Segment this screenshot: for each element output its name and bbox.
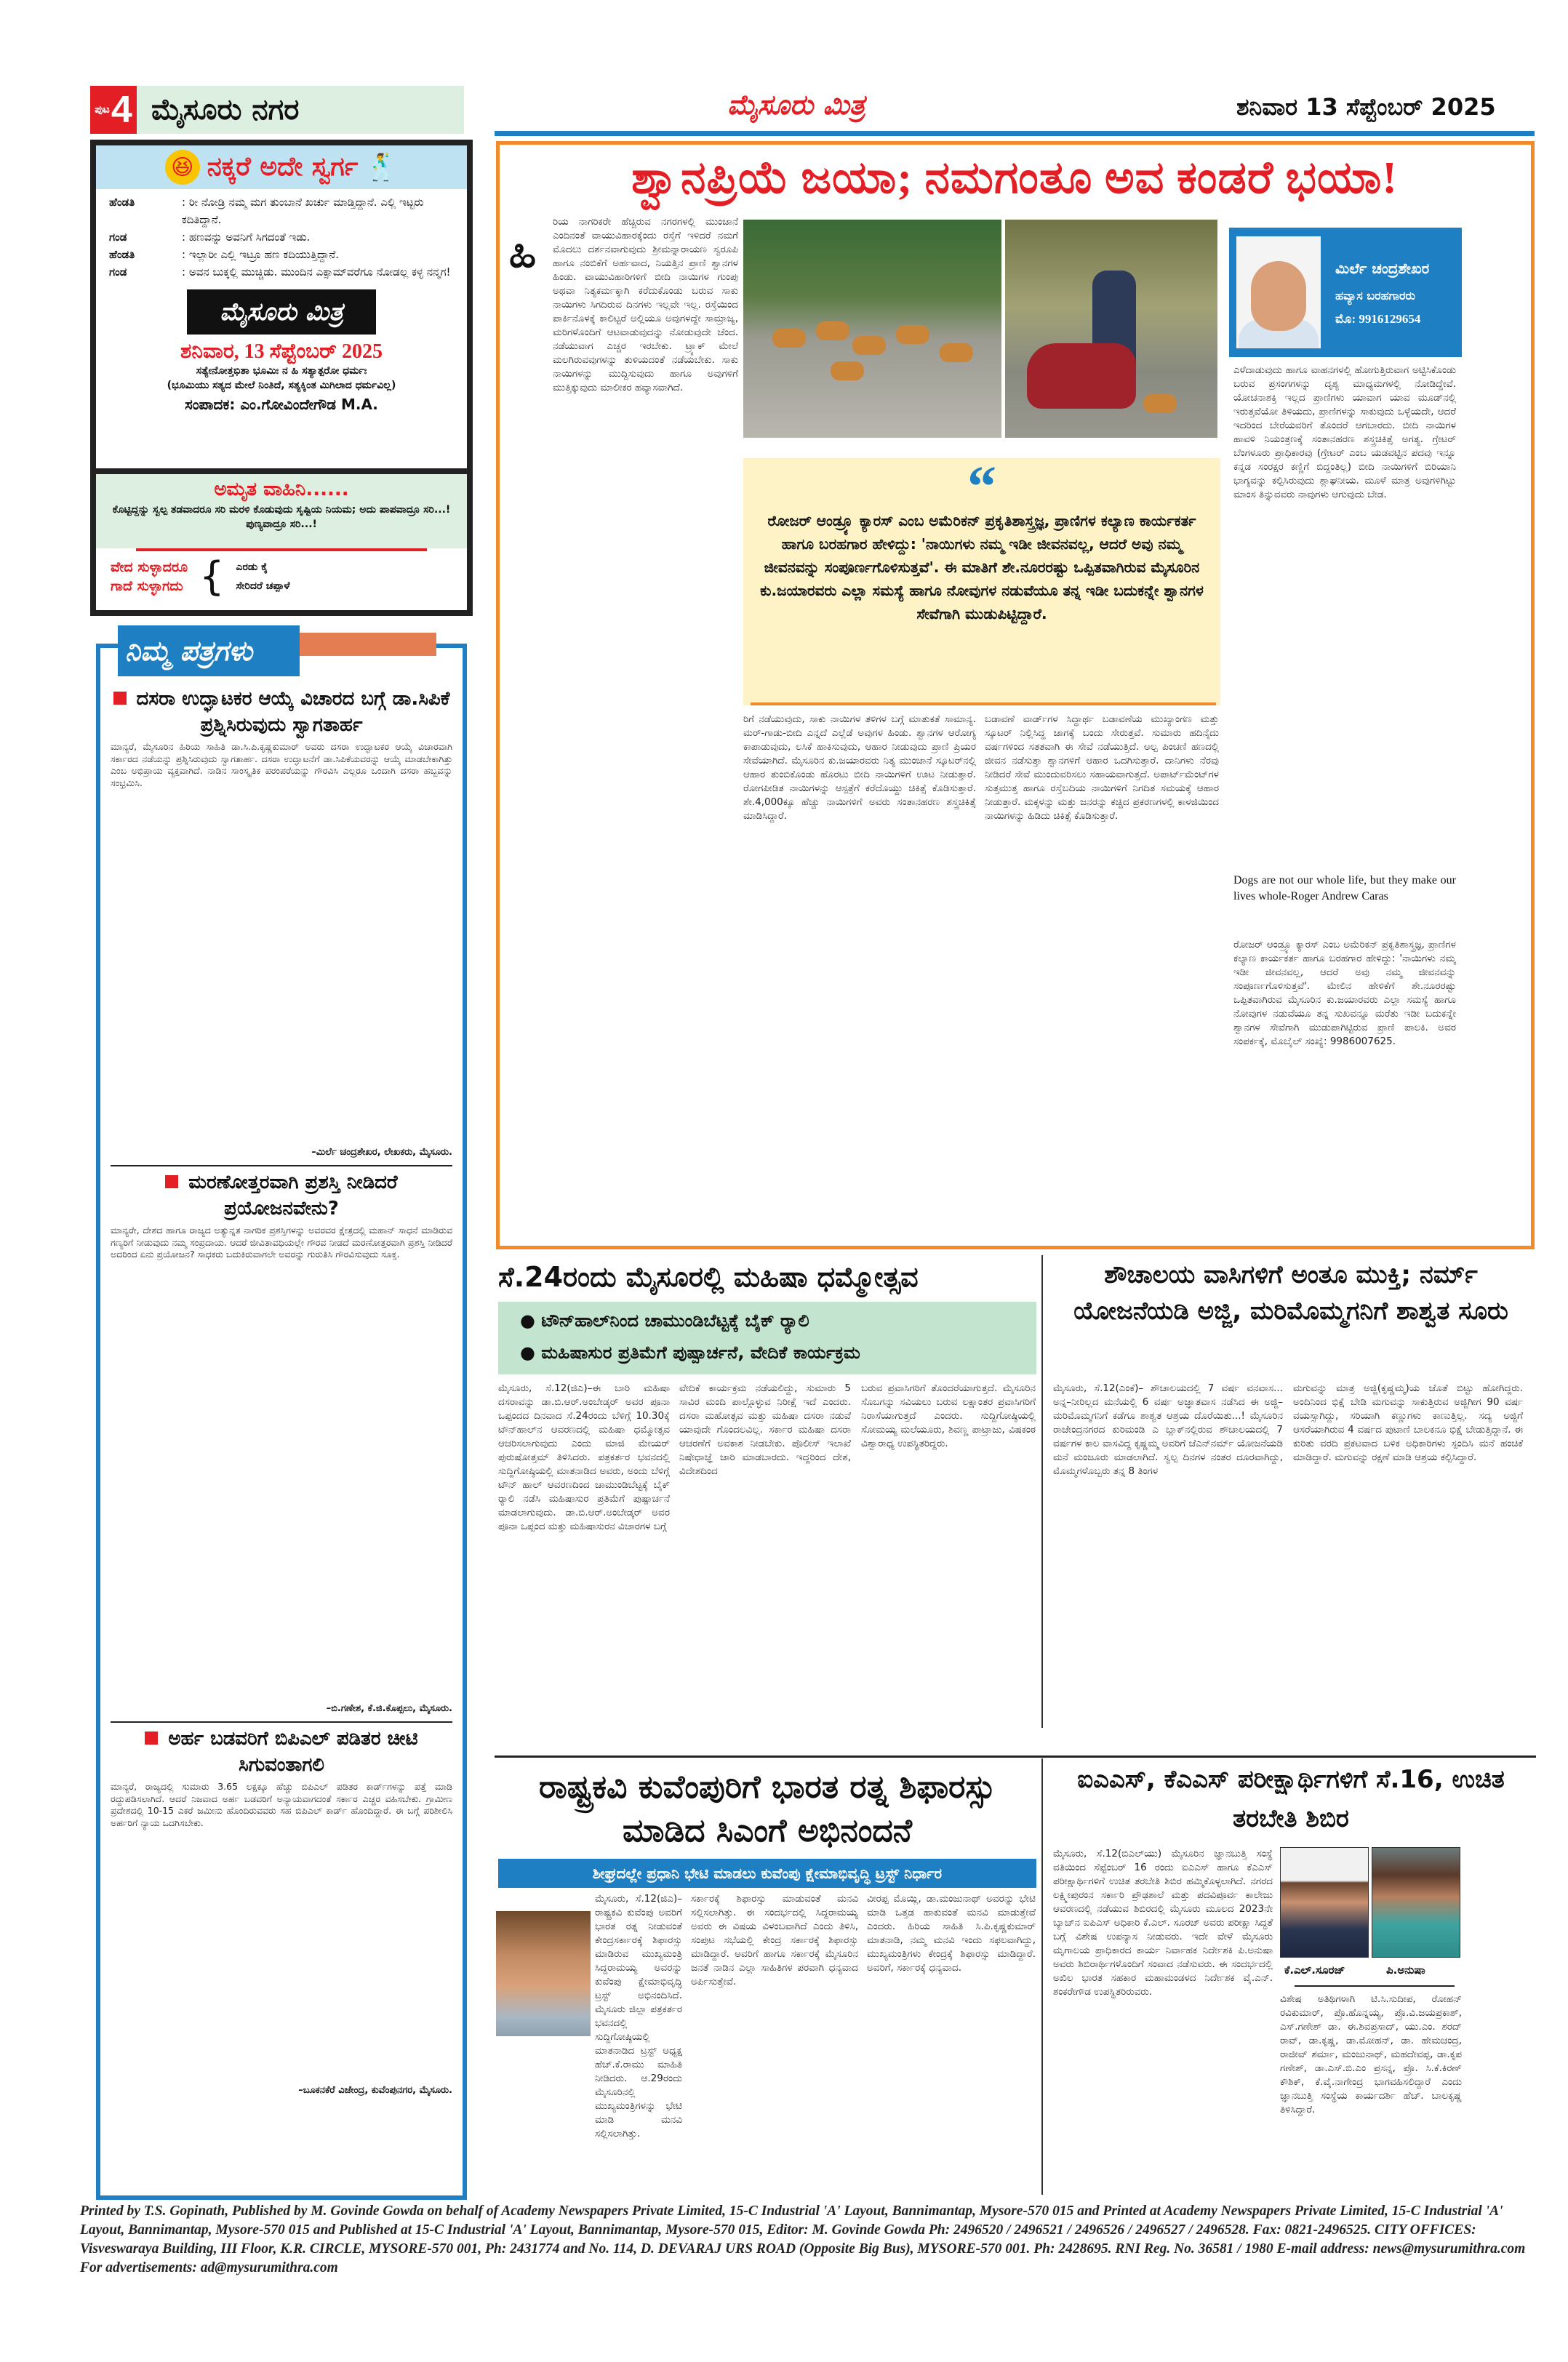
letter-signature: –ಬೂಕನಕೆರೆ ವಿಜೇಂದ್ರ, ಕುವೆಂಪುನಗರ, ಮೈಸೂರು. [298, 2085, 452, 2096]
author-role: ಹವ್ಯಾಸ ಬರಹಗಾರರು [1335, 289, 1415, 303]
dogs-on-road-photo [743, 220, 1001, 438]
kuvempu-column-2: ಸರ್ಕಾರಕ್ಕೆ ಶಿಫಾರಸ್ಸು ಮಾಡುವಂತೆ ಮನವಿ ಸಲ್ಲಿಸಲಾಗಿತ್ತು. ಈ ಸಂದರ್ಭದಲ್ಲಿ ಸಿದ್ದರಾಮಯ್ಯ ಅವರು ಈ ವಿಷಯ ವಿಳಂಬವಾಗಿದೆ ಎಂದು ತಿಳಿಸಿ, ಸಂಪುಟ ಸಭೆಯಲ್ಲಿ ಕೇಂದ್ರ ಸರ್ಕಾರಕ್ಕೆ ಶಿಫಾರಸ್ಸು ಮಾಡಿದ್ದಾರೆ. ಅವರಿಗೆ ಹಾಗೂ ಸರ್ಕಾರಕ್ಕೆ ಮೈಸೂರಿನ ಜನತೆ ನಾಡಿನ ಎಲ್ಲಾ ಸಾಹಿತಿಗಳ ಪರವಾಗಿ ಧನ್ಯವಾದ ಅರ್ಪಿಸುತ್ತೇವೆ. [691, 1893, 858, 1987]
joke-speaker: ಗಂಡ [109, 231, 127, 244]
ias-column-2: ವಿಶೇಷ ಅತಿಥಿಗಳಾಗಿ ಟಿ.ಸಿ.ಸುದೀಪ, ರೋಹನ್ ರವಿಕುಮಾರ್, ಪ್ರೊ.ಹೊನ್ನಯ್ಯ, ಪ್ರೊ.ವಿ.ಜಯಪ್ರಕಾಶ್, ಎಸ್.ಗಣೇಶ್ ಡಾ. ಈ.ಶಿವಪ್ರಸಾದ್, ಯು.ಎಂ. ಶರದ್ ರಾವ್, ಡಾ.ಕೃಷ್ಣ, ಡಾ.ಮೋಹನ್, ಡಾ. ಹೇಮಚಂದ್ರ, ರಾಜೀವ್ ಶರ್ಮಾ, ಮಂಜುನಾಥ್, ಮಹದೇವಪ್ಪ, ಡಾ.ಕೃಪ ಗಣೇಶ್, ಡಾ.ಎಸ್.ಬಿ.ಎಂ ಪ್ರಸನ್ನ, ಪ್ರೊ. ಸಿ.ಕೆ.ಕಿರಣ್ ಕೌಶಿಕ್, ಕೆ.ವೈ.ನಾಗೇಂದ್ರ ಭಾಗವಹಿಸಲಿದ್ದಾರೆ ಎಂದು ಜ್ಞಾನಬುತ್ತಿ ಸಂಸ್ಥೆಯ ಕಾರ್ಯದರ್ಶಿ ಹೆಚ್. ಬಾಲಕೃಷ್ಣ ತಿಳಿಸಿದ್ದಾರೆ. [1280, 1993, 1462, 2115]
amrutha-title: ಅಮೃತ ವಾಹಿನಿ...... [214, 479, 349, 500]
bullet-square-icon [113, 692, 127, 705]
laughing-face-icon: 😆 [165, 150, 200, 185]
joke-line [109, 193, 454, 228]
divider [111, 1165, 452, 1166]
joke-line [109, 263, 454, 281]
subhead-bullet: ● ಮಹಿಷಾಸುರ ಪ್ರತಿಮೆಗೆ ಪುಷ್ಪಾರ್ಚನೆ, ವೇದಿಕೆ ಕಾರ್ಯಕ್ರಮ [520, 1342, 860, 1363]
letters-section-title: ನಿಮ್ಮ ಪತ್ರಗಳು [118, 625, 300, 676]
joke-speaker: ಗಂಡ [109, 265, 127, 279]
column-divider [1041, 1255, 1043, 1728]
proverb-line: ಗಾದೆ ಸುಳ್ಳಾಗದು [111, 578, 183, 594]
section-divider [495, 1756, 1536, 1758]
drop-cap: ಹಿ [509, 231, 537, 276]
letter-headline: ಅರ್ಹ ಬಡವರಿಗೆ ಬಿಪಿಎಲ್ ಪಡಿತರ ಚೀಟಿ ಸಿಗುವಂತಾಗಲಿ [100, 1726, 463, 1778]
joke-text: : ರೀ ನೋಡ್ರಿ ನಮ್ಮ ಮಗ ತುಂಬಾನೆ ಖರ್ಚು ಮಾಡ್ತಿದ್ದಾನೆ. ಎಲ್ಲಿ ಇಟ್ಟರು ಕದಿತಿದ್ದಾನೆ. [182, 196, 424, 226]
proverb-line: ಸೇರಿದರೆ ಚಪ್ಪಾಳೆ [236, 580, 290, 592]
joke-line [109, 228, 454, 246]
mahisha-subheads [498, 1302, 1036, 1374]
joke-speaker: ಹೆಂಡತಿ [109, 196, 135, 209]
quote-mark-icon: “ [967, 455, 996, 519]
author-byline [1229, 228, 1462, 357]
letter-body: ಮಾನ್ಯರೆ, ರಾಜ್ಯದಲ್ಲಿ ಸುಮಾರು 3.65 ಲಕ್ಷಕ್ಕೂ ಹೆಚ್ಚು ಬಿಪಿಎಲ್ ಪಡಿತರ ಕಾರ್ಡ್‌ಗಳನ್ನು ಪತ್ತೆ ಮಾಡಿ ರದ್ದುಪಡಿಸಲಾಗಿದೆ. ಆದರೆ ನಿಜವಾದ ಅರ್ಹ ಬಡವರಿಗೆ ಅನ್ಯಾಯವಾಗದಂತೆ ಸರ್ಕಾರ ಎಚ್ಚರ ವಹಿಸಬೇಕು. ಗ್ರಾಮೀಣ ಪ್ರದೇಶದಲ್ಲಿ 10-15 ಎಕರೆ ಜಮೀನು ಹೊಂದಿರುವವರು ಸಹ ಬಿಪಿಎಲ್ ಕಾರ್ಡ್ ಹೊಂದಿದ್ದಾರೆ. ಈ ಬಗ್ಗೆ ಪರಿಶೀಲಿಸಿ ಅರ್ಹರಿಗೆ ನ್ಯಾಯ ಒದಗಿಸಬೇಕು. [111, 1781, 452, 1828]
letters-header-bar [300, 633, 436, 656]
joke-title: ನಕ್ಕರೆ ಅದೇ ಸ್ವರ್ಗ [207, 152, 359, 182]
feature-column-1: ರಿಯ ನಾಗರಿಕರೇ ಹೆಚ್ಚಿರುವ ನಗರಗಳಲ್ಲಿ ಮುಂಜಾನೆ ಎಂದಿನಂತೆ ವಾಯುವಿಹಾರಕ್ಕೆಂದು ರಸ್ತೆಗೆ ಇಳಿದರೆ ನಮಗೆ ಮೊದಲು ದರ್ಶನವಾಗುವುದು ಶ್ರೀಮನ್ನಾರಾಯಣ ಸ್ವರೂಪಿ ಹಾಗೂ ನಂಬಿಕೆಗೆ ಅರ್ಹವಾದ, ನಿಯತ್ತಿನ ಪ್ರಾಣಿ ಶ್ವಾನಗಳ ಹಿಂಡು. ವಾಯುವಿಹಾರಿಗಳಿಗೆ ಬೀದಿ ನಾಯಿಗಳ ಗುಂಪು ಅಥವಾ ನಿತ್ಯಕರ್ಮಕ್ಕಾಗಿ ಕರೆದುಕೊಂಡು ಬರುವ ಸಾಕು ನಾಯಿಗಳು ಸಿಗದಿರುವ ದಿನಗಳು ಇಲ್ಲವೇ ಇಲ್ಲ. ರಸ್ತೆಯಿಂದ ಪಾರ್ಕಿನೊಳಕ್ಕೆ ಕಾಲಿಟ್ಟರೆ ಅಲ್ಲಿಯೂ ಅವುಗಳದ್ದೇ ಸಾಮ್ರಾಜ್ಯ, ಮರಿಗಳೊಂದಿಗೆ ಆಟವಾಡುವುದನ್ನು ನೋಡುವುದೇ ಚೆಂದ. ನಡೆಯುವಾಗ ಎಚ್ಚರ ಇರಬೇಕು. ಟ್ರ್ಯಾಕ್ ಮೇಲೆ ಮಲಗಿರುವವುಗಳನ್ನು ತುಳಿಯದಂತೆ ನಡೆಯಬೇಕು. ಸಾಕು ನಾಯಿಗಳನ್ನು ಮುದ್ದಿಸುವುದು ಹಾಗೂ ಅವುಗಳಿಗೆ ಮುತ್ತಿಕ್ಕುವುದು ಮಾಲೀಕರ ಹವ್ಯಾಸವಾಗಿದೆ. [553, 216, 738, 393]
bullet-square-icon [165, 1175, 178, 1188]
joke-header [96, 145, 467, 189]
letter-signature: –ಮಿರ್ಲೆ ಚಂದ್ರಶೇಖರ, ಲೇಖಕರು, ಮೈಸೂರು. [311, 1147, 452, 1158]
column-divider [1041, 1758, 1043, 2195]
proverb-line: ವೇದ ಸುಳ್ಳಾದರೂ [111, 559, 188, 575]
letter-signature: –ಬಿ.ಗಣೇಶ, ಕೆ.ಜಿ.ಕೊಪ್ಪಲು, ಮೈಸೂರು. [326, 1703, 452, 1714]
photo-caption: ಪಿ.ಅನುಷಾ [1386, 1963, 1425, 1977]
joke-text: : ಹಣವನ್ನು ಅವನಿಗೆ ಸಿಗದಂತೆ ಇಡು. [182, 231, 311, 244]
joke-text: : ಇಲ್ಲಾರೀ ಎಲ್ಲಿ ಇಟ್ರೂ ಹಣ ಕದಿಯುತ್ತಿದ್ದಾನೆ. [182, 248, 340, 261]
page-number: 4 [111, 89, 132, 131]
printer-imprint: Printed by T.S. Gopinath, Published by M. Govinde Gowda on behalf of Academy Newspapers Private Limited, 15-C Industrial 'A' Layout, Bannimantap, Mysore-570 015 and Printed at Academy Newspapers Private Limited, 15-C Industrial 'A' Layout, Bannimantap, Mysore-570 015 and Published at 15-C Industrial 'A' Layout, Bannimantap, Mysore-570 015, Editor: M. Govinde Gowda Ph: 2496520 / 2496521 / 2496526 / 2496527 / 2496528. Fax: 0821-2496525. CITY OFFICES: Visveswaraya Building, III Floor, K.R. CIRCLE, MYSORE-570 001, Ph: 2431774 and No. 114, D. DEVARAJ URS ROAD (Opposite Big Bus), MYSORE-570 001. Ph: 2428695. RNI Reg. No. 36581 / 1980 E-mail address: news@mysurumithra.com For advertisements: ad@mysurumithra.com [80, 2203, 1526, 2275]
kuvempu-portrait [496, 1911, 591, 2036]
english-quote: Dogs are not our whole life, but they make our lives whole-Roger Andrew Caras [1233, 874, 1456, 902]
suraj-photo [1280, 1847, 1369, 1958]
joke-dialogue [96, 189, 467, 285]
kuvempu-headline: ರಾಷ್ಟ್ರಕವಿ ಕುವೆಂಪುರಿಗೆ ಭಾರತ ರತ್ನ ಶಿಫಾರಸ್ಸು ಮಾಡಿದ ಸಿಎಂಗೆ ಅಭಿನಂದನೆ [539, 1769, 996, 1849]
mahisha-headline: ಸೆ.24ರಂದು ಮೈಸೂರಲ್ಲಿ ಮಹಿಷಾ ಧಮ್ಮೋತ್ಸವ [498, 1261, 919, 1293]
motto-sanskrit: ಸತ್ಯೇನೋತ್ತಭಿತಾ ಭೂಮಿಃ ನ ಹಿ ಸತ್ಯಾತ್ಪರೋ ಧರ್ಮಃ [196, 365, 367, 377]
letter-body: ಮಾನ್ಯರೇ, ದೇಶದ ಹಾಗೂ ರಾಜ್ಯದ ಅತ್ಯುನ್ನತ ನಾಗರಿಕ ಪ್ರಶಸ್ತಿಗಳನ್ನು ಅವರವರ ಕ್ಷೇತ್ರದಲ್ಲಿ ಮಹಾನ್ ಸಾಧನೆ ಮಾಡಿರುವ ಗಣ್ಯರಿಗೆ ನೀಡುವುದು ನಮ್ಮ ಸಂಪ್ರದಾಯ. ಆದರೆ ಜೀವಿತಾವಧಿಯಲ್ಲೇ ಗೌರವ ನೀಡದೆ ಮರಣೋತ್ತರವಾಗಿ ಪ್ರಶಸ್ತಿ ನೀಡಿದರೆ ಅದರಿಂದ ಏನು ಪ್ರಯೋಜನ? ಸಾಧಕರು ಬದುಕಿರುವಾಗಲೇ ಅವರನ್ನು ಗುರುತಿಸಿ ಗೌರವಿಸುವುದು ಸೂಕ್ತ. [111, 1225, 452, 1260]
motto-kannada: (ಭೂಮಿಯು ಸತ್ಯದ ಮೇಲೆ ನಿಂತಿದೆ, ಸತ್ಯಕ್ಕಿಂತ ಮಿಗಿಲಾದ ಧರ್ಮವಿಲ್ಲ) [167, 380, 396, 391]
toilet-headline: ಶೌಚಾಲಯ ವಾಸಿಗಳಿಗೆ ಅಂತೂ ಮುಕ್ತಿ; ನರ್ಮ್ ಯೋಜನೆಯಡಿ ಅಜ್ಜಿ, ಮರಿಮೊಮ್ಮಗನಿಗೆ ಶಾಶ್ವತ ಸೂರು [1073, 1260, 1508, 1326]
mahisha-column-2: ವೇದಿಕೆ ಕಾರ್ಯಕ್ರಮ ನಡೆಯಲಿದ್ದು, ಸುಮಾರು 5 ಸಾವಿರ ಮಂದಿ ಪಾಲ್ಗೊಳ್ಳುವ ನಿರೀಕ್ಷೆ ಇದೆ ಎಂದರು. ದಸರಾ ಮಹೋತ್ಸವ ಮತ್ತು ಮಹಿಷಾ ದಸರಾ ನಡುವೆ ಯಾವುದೇ ಗೊಂದಲವಿಲ್ಲ. ಸರ್ಕಾರ ಮಹಿಷಾ ದಸರಾ ಆಚರಣೆಗೆ ಅವಕಾಶ ನೀಡಬೇಕು. ಪೊಲೀಸ್ ಇಲಾಖೆ ನಿಷೇಧಾಜ್ಞೆ ಜಾರಿ ಮಾಡಬಾರದು. ಇದ್ದರಿಂದ ದೇಶ, ವಿದೇಶದಿಂದ [679, 1382, 851, 1477]
page-number-badge [90, 86, 137, 134]
feature-column-3: ಬಡಾವಣೆ ವಾರ್ಡ್‌ಗಳ ಸಿದ್ಧಾರ್ಥ ಬಡಾವಣೆಯ ಮುಖ್ಯಾಂಗಣ ಮತ್ತು ಸ್ಕೂಟರ್ ನಿಲ್ಲಿಸಿದ್ದ ಜಾಗಕ್ಕೆ ಬಂದು ಸೇರುತ್ತವೆ. ಸುಮಾರು ಹದಿನೈದು ವರ್ಷಗಳಿಂದ ಸತತವಾಗಿ ಈ ಸೇವೆ ನಡೆಯುತ್ತಿದೆ. ಅಲ್ಪ ಪಿಂಚಣಿ ಹಣದಲ್ಲಿ ಜೀವನ ನಡೆಸುತ್ತಾ ಶ್ವಾನಗಳಿಗೆ ಆಹಾರ ಒದಗಿಸುತ್ತಾರೆ. ದಾನಿಗಳು ನೆರವು ನೀಡಿದರೆ ಸೇವೆ ಮುಂದುವರಿಸಲು ಸಹಾಯವಾಗುತ್ತದೆ. ಅಪಾರ್ಟ್‌ಮೆಂಟ್‌ಗಳ ಸುತ್ತಮುತ್ತ ಹಾಗೂ ರಸ್ತೆಬದಿಯ ನಾಯಿಗಳಿಗೆ ನಿಗದಿತ ಸಮಯಕ್ಕೆ ಆಹಾರ ನೀಡುತ್ತಾರೆ. ಮಕ್ಕಳನ್ನು ಮತ್ತು ಜನರನ್ನು ಕಚ್ಚಿದ ಪ್ರಕರಣಗಳಲ್ಲಿ ಕಾಳಜಿಯಿಂದ ನಾಯಿಗಳನ್ನು ಹಿಡಿದು ಚಿಕಿತ್ಸೆ ಕೊಡಿಸುತ್ತಾರೆ. [985, 713, 1219, 822]
toilet-column-1: ಮೈಸೂರು, ಸೆ.12(ಎಂಕೆ)– ಶೌಚಾಲಯದಲ್ಲಿ 7 ವರ್ಷ ವನವಾಸ... ಅನ್ನ–ನೀರಿಲ್ಲದ ಮನೆಯಲ್ಲಿ 6 ವರ್ಷ ಅಜ್ಞಾತವಾಸ ನಡೆಸಿದ ಈ ಅಜ್ಜಿ–ಮರಿಮೊಮ್ಮಗನಿಗೆ ಕಡೆಗೂ ಶಾಶ್ವತ ಆಶ್ರಯ ದೊರೆಯಿತು...! ಮೈಸೂರಿನ ರಾಜೇಂದ್ರನಗರದ ಕುರಿಮಂಡಿ ಎ ಬ್ಲಾಕ್‌ನಲ್ಲಿರುವ ಶೌಚಾಲಯದಲ್ಲಿ 7 ವರ್ಷಗಳ ಕಾಲ ವಾಸವಿದ್ದ ಕೃಷ್ಣಮ್ಮ ಅವರಿಗೆ ಜೆಎನ್‌ನರ್ಮ್ ಯೋಜನೆಯಡಿ ಮನೆ ಮಂಜೂರು ಮಾಡಲಾಗಿದೆ. ಸ್ವಲ್ಪ ದಿನಗಳ ನಂತರ ದೂರವಾಗಿದ್ದು, ಮೊಮ್ಮಗಳೊಬ್ಬರು ತನ್ನ 8 ತಿಂಗಳ [1053, 1382, 1283, 1477]
issue-date: ಶನಿವಾರ 13 ಸೆಪ್ಟೆಂಬರ್ 2025 [1236, 93, 1496, 121]
bullet-square-icon [145, 1732, 158, 1745]
publication-date: ಶನಿವಾರ, 13 ಸೆಪ್ಟೆಂಬರ್ 2025 [180, 340, 383, 363]
letter-headline: ದಸರಾ ಉದ್ಘಾಟಕರ ಆಯ್ಕೆ ವಿಚಾರದ ಬಗ್ಗೆ ಡಾ.ಸಿಪಿಕೆ ಪ್ರಶ್ನಿಸಿರುವುದು ಸ್ವಾಗತಾರ್ಹ [100, 686, 463, 738]
letter-body: ಮಾನ್ಯರೆ, ಮೈಸೂರಿನ ಹಿರಿಯ ಸಾಹಿತಿ ಡಾ.ಸಿ.ಪಿ.ಕೃಷ್ಣಕುಮಾರ್ ಅವರು ದಸರಾ ಉದ್ಘಾಟಕರ ಆಯ್ಕೆ ವಿಚಾರವಾಗಿ ಸರ್ಕಾರದ ನಡೆಯನ್ನು ಪ್ರಶ್ನಿಸಿರುವುದು ಸ್ವಾಗತಾರ್ಹ. ದಸರಾ ಉದ್ಘಾಟನೆಗೆ ಡಾ.ಸಿಪಿಕೆಯವರನ್ನು ಆಯ್ಕೆ ಮಾಡಬೇಕಾಗಿತ್ತು ಎಂಬ ಅಭಿಪ್ರಾಯ ವ್ಯಕ್ತವಾಗಿದೆ. ನಾಡಿನ ಸಾಂಸ್ಕೃತಿಕ ಪರಂಪರೆಯನ್ನು ಗೌರವಿಸಿ ಎಲ್ಲರೂ ಒಂದಾಗಿ ದಸರಾ ಹಬ್ಬವನ್ನು ಸಂಭ್ರಮಿಸಿ. [111, 741, 452, 788]
feature-column-4: ಎಳೆದಾಡುವುದು ಹಾಗೂ ವಾಹನಗಳಲ್ಲಿ ಹೋಗುತ್ತಿರುವಾಗ ಅಟ್ಟಿಸಿಕೊಂಡು ಬರುವ ಪ್ರಸಂಗಗಳನ್ನು ದೃಶ್ಯ ಮಾಧ್ಯಮಗಳಲ್ಲಿ ನೋಡಿದ್ದೇವೆ. ಯೋಚನಾಶಕ್ತಿ ಇಲ್ಲದ ಪ್ರಾಣಿಗಳು ಯಾವಾಗ ಯಾವ ಮೂಡ್‌ನಲ್ಲಿ ಇರುತ್ತವೆಯೋ ತಿಳಿಯದು, ಪ್ರಾಣಿಗಳನ್ನು ಸಾಕುವುದು ಒಳ್ಳೆಯದೇ, ಆದರೆ ಇದರಿಂದ ಬೇರೆಯವರಿಗೆ ತೊಂದರೆ ಆಗಬಾರದು. ಬೀದಿ ನಾಯಿಗಳ ಹಾವಳಿ ನಿಯಂತ್ರಣಕ್ಕೆ ಸಂತಾನಹರಣ ಶಸ್ತ್ರಚಿಕಿತ್ಸೆ ಅಗತ್ಯ. ಗ್ರೇಟರ್ ಬೆಂಗಳೂರು ಪ್ರಾಧಿಕಾರವು (ಗ್ರೇಟರ್ ಎಂಬ ಯಡವಟ್ಟಿನ ಪದವು ಇನ್ನೂ ಕನ್ನಡ ಸಂರಕ್ಷರ ಕಣ್ಣಿಗೆ ಬಿದ್ದಂತಿಲ್ಲ) ಬೀದಿ ನಾಯಿಗಳಿಗೆ ಬಿರಿಯಾನಿ ಭಾಗ್ಯವನ್ನು ಕಲ್ಪಿಸಿರುವುದು ಶ್ಲಾಘನೀಯ. ಮೂಳೆ ಮಾತ್ರ ಅವುಗಳಿಗಿಟ್ಟು ಮಾಂಸ ತಿನ್ನುವವರು ನಾವುಗಳು ಆಗುವುದು ಬೇಡ. [1233, 364, 1456, 500]
author-phone: ಮೊ: 9916129654 [1335, 312, 1421, 326]
mahisha-column-1: ಮೈಸೂರು, ಸೆ.12(ಜಿಎ)–ಈ ಬಾರಿ ಮಹಿಷಾ ದಸರಾವನ್ನು ಡಾ.ಬಿ.ಆರ್.ಅಂಬೇಡ್ಕರ್ ಅವರ ಪೂನಾ ಒಪ್ಪಂದದ ದಿನವಾದ ಸೆ.24ರಂದು ಬೆಳಿಗ್ಗೆ 10.30ಕ್ಕೆ ಟೌನ್‌ಹಾಲ್‌ನ ಆವರಣದಲ್ಲಿ ಮಹಿಷಾ ಧಮ್ಮೋತ್ಸವ ಆಚರಿಸಲಾಗುವುದು ಎಂದು ಮಾಜಿ ಮೇಯರ್ ಪುರುಷೋತ್ತಮ್ ತಿಳಿಸಿದರು. ಪತ್ರಕರ್ತರ ಭವನದಲ್ಲಿ ಸುದ್ದಿಗೋಷ್ಠಿಯಲ್ಲಿ ಮಾತನಾಡಿದ ಅವರು, ಅಂದು ಬೆಳಿಗ್ಗೆ ಟೌನ್ ಹಾಲ್ ಆವರಣದಿಂದ ಚಾಮುಂಡಿಬೆಟ್ಟಕ್ಕೆ ಬೈಕ್ ರ್‍ಯಾಲಿ ನಡೆಸಿ ಮಹಿಷಾಸುರ ಪ್ರತಿಮೆಗೆ ಪುಷ್ಪಾರ್ಚನೆ ಮಾಡಲಾಗುವುದು. ಡಾ.ಬಿ.ಆರ್.ಅಂಬೇಡ್ಕರ್ ಅವರ ಪೂನಾ ಒಪ್ಪಂದ ಮತ್ತು ಮಹಿಷಾಸುರನ ವಿಚಾರಗಳ ಬಗ್ಗೆ [498, 1382, 670, 1532]
section-title: ಮೈಸೂರು ನಗರ [137, 86, 464, 134]
kuvempu-column-1: ಮೈಸೂರು, ಸೆ.12(ಜಿಎ)–ರಾಷ್ಟ್ರಕವಿ ಕುವೆಂಪು ಅವರಿಗೆ ಭಾರತ ರತ್ನ ನೀಡುವಂತೆ ಕೇಂದ್ರಸರ್ಕಾರಕ್ಕೆ ಶಿಫಾರಸ್ಸು ಮಾಡಿರುವ ಮುಖ್ಯಮಂತ್ರಿ ಸಿದ್ದರಾಮಯ್ಯ ಅವರನ್ನು ಕುವೆಂಪು ಕ್ಷೇಮಾಭಿವೃದ್ಧಿ ಟ್ರಸ್ಟ್ ಅಭಿನಂದಿಸಿದೆ. ಮೈಸೂರು ಜಿಲ್ಲಾ ಪತ್ರಕರ್ತರ ಭವನದಲ್ಲಿ ಸುದ್ದಿಗೋಷ್ಠಿಯಲ್ಲಿ ಮಾತನಾಡಿದ ಟ್ರಸ್ಟ್ ಅಧ್ಯಕ್ಷ ಹೆಚ್.ಕೆ.ರಾಮು ಮಾಹಿತಿ ನೀಡಿದರು. ಆ.29ರಂದು ಮೈಸೂರಿನಲ್ಲಿ ಮುಖ್ಯಮಂತ್ರಿಗಳನ್ನು ಭೇಟಿ ಮಾಡಿ ಮನವಿ ಸಲ್ಲಿಸಲಾಗಿತ್ತು. [595, 1893, 682, 2139]
proverb-line: ಎರಡು ಕೈ [236, 561, 268, 573]
subhead-bullet: ● ಟೌನ್‌ಹಾಲ್‌ನಿಂದ ಚಾಮುಂಡಿಬೆಟ್ಟಕ್ಕೆ ಬೈಕ್ ರ್‍ಯಾಲಿ [520, 1310, 809, 1331]
joke-box [90, 140, 473, 474]
page-label: ಪುಟ [95, 104, 110, 116]
kuvempu-subhead: ಶೀಘ್ರದಲ್ಲೇ ಪ್ರಧಾನಿ ಭೇಟಿ ಮಾಡಲು ಕುವೆಂಪು ಕ್ಷೇಮಾಭಿವೃದ್ಧಿ ಟ್ರಸ್ಟ್ ನಿರ್ಧಾರ [498, 1859, 1036, 1888]
kuvempu-column-3: ವೀರಪ್ಪ ಮೊಯ್ಲಿ, ಡಾ.ಮಂಜುನಾಥ್ ಅವರನ್ನು ಭೇಟಿ ಮಾಡಿ ಒತ್ತಡ ಹಾಕುವಂತೆ ಮನವಿ ಮಾಡುತ್ತೇವೆ ಎಂದರು. ಹಿರಿಯ ಸಾಹಿತಿ ಸಿ.ಪಿ.ಕೃಷ್ಣಕುಮಾರ್ ಮಾತನಾಡಿ, ನಮ್ಮ ಮನವಿ ಇಂದು ಸಫಲವಾಗಿದ್ದು, ಮುಖ್ಯಮಂತ್ರಿಗಳು ಕೇಂದ್ರಕ್ಕೆ ಶಿಫಾರಸ್ಸು ಮಾಡಿದ್ದಾರೆ. ಅವರಿಗೆ, ಸರ್ಕಾರಕ್ಕೆ ಧನ್ಯವಾದ. [867, 1893, 1036, 1974]
amrutha-vahini-box [90, 474, 473, 616]
amrutha-text: ಕೊಟ್ಟಿದ್ದನ್ನು ಸ್ವಲ್ಪ ತಡವಾದರೂ ಸರಿ ಮರಳಿ ಕೊಡುವುದು ಸೃಷ್ಟಿಯ ನಿಯಮ; ಅದು ಪಾಪವಾದ್ರೂ ಸರಿ...! ಪುಣ್ಯವಾದ್ರೂ ಸರಿ...! [112, 504, 451, 530]
divider [751, 702, 1216, 705]
joke-line [109, 246, 454, 263]
feature-headline: ಶ್ವಾನಪ್ರಿಯೆ ಜಯಾ; ನಮಗಂತೂ ಅವ ಕಂಡರೆ ಭಯಾ! [631, 153, 1398, 203]
letters-section [96, 644, 467, 2200]
woman-feeding-dogs-photo [1005, 220, 1217, 438]
divider [1295, 1985, 1455, 1987]
masthead-rule [495, 131, 1535, 136]
feature-column-2: ರಿಗೆ ನಡೆಯುವುದು, ಸಾಕು ನಾಯಿಗಳ ತಳಿಗಳ ಬಗ್ಗೆ ಮಾತುಕತೆ ಸಾಮಾನ್ಯ. ಮರ್-ಗಾಡು-ಬೀದಿ ಎನ್ನದೆ ಎಲ್ಲೆಡೆ ಅವುಗಳ ಹಿಂಡು. ಶ್ವಾನಗಳ ಆರೋಗ್ಯ ಕಾಪಾಡುವುದು, ಲಸಿಕೆ ಹಾಕಿಸುವುದು, ಆಹಾರ ನೀಡುವುದು ಪ್ರಾಣಿ ಪ್ರಿಯರ ಸೇವೆಯಾಗಿದೆ. ಮೈಸೂರಿನ ಕು.ಜಯಾರವರು ನಿತ್ಯ ಮುಂಜಾನೆ ಸ್ಕೂಟರ್‌ನಲ್ಲಿ ಆಹಾರ ತುಂಬಿಕೊಂಡು ಹೊರಟು ಬೀದಿ ನಾಯಿಗಳಿಗೆ ಊಟ ನೀಡುತ್ತಾರೆ. ರೋಗಪೀಡಿತ ನಾಯಿಗಳನ್ನು ಆಸ್ಪತ್ರೆಗೆ ಕರೆದೊಯ್ದು ಚಿಕಿತ್ಸೆ ಕೊಡಿಸುತ್ತಾರೆ. ಶೇ.4,000ಕ್ಕೂ ಹೆಚ್ಚು ನಾಯಿಗಳಿಗೆ ಅವರು ಸಂತಾನಹರಣ ಶಸ್ತ್ರಚಿಕಿತ್ಸೆ ಮಾಡಿಸಿದ್ದಾರೆ. [743, 713, 976, 822]
author-photo [1236, 236, 1321, 348]
joke-speaker: ಹೆಂಡತಿ [109, 248, 135, 261]
pull-quote [743, 455, 1220, 705]
pull-quote-text: ರೋಜರ್ ಆಂಡ್ರ್ಯೂ ಕ್ಯಾರಸ್ ಎಂಬ ಅಮೆರಿಕನ್ ಪ್ರಕೃತಿಶಾಸ್ತ್ರಜ್ಞ, ಪ್ರಾಣಿಗಳ ಕಲ್ಯಾಣ ಕಾರ್ಯಕರ್ತ ಹಾಗೂ ಬರಹಗಾರ ಹೇಳಿದ್ದು: 'ನಾಯಿಗಳು ನಮ್ಮ ಇಡೀ ಜೀವನವಲ್ಲ, ಆದರೆ ಅವು ನಮ್ಮ ಜೀವನವನ್ನು ಸಂಪೂರ್ಣಗೊಳಿಸುತ್ತವೆ'. ಈ ಮಾತಿಗೆ ಶೇ.ನೂರರಷ್ಟು ಒಪ್ಪಿತವಾಗಿರುವ ಮೈಸೂರಿನ ಕು.ಜಯಾರವರು ಎಲ್ಲಾ ಸಮಸ್ಯೆ ಹಾಗೂ ನೋವುಗಳ ನಡುವೆಯೂ ತನ್ನ ಇಡೀ ಬದುಕನ್ನೇ ಶ್ವಾನಗಳ ಸೇವೆಗಾಗಿ ಮುಡುಪಿಟ್ಟಿದ್ದಾರೆ. [760, 512, 1204, 622]
brace-icon: { [199, 553, 225, 599]
ias-headline: ಐಎಎಸ್, ಕೆಎಎಸ್ ಪರೀಕ್ಷಾರ್ಥಿಗಳಿಗೆ ಸೆ.16, ಉಚಿತ ತರಬೇತಿ ಶಿಬಿರ [1077, 1765, 1505, 1833]
author-name: ಮಿರ್ಲೆ ಚಂದ್ರಶೇಖರ [1335, 260, 1430, 277]
feature-column-4b: ರೋಜರ್ ಆಂಡ್ರ್ಯೂ ಕ್ಯಾರಸ್ ಎಂಬ ಅಮೆರಿಕನ್ ಪ್ರಕೃತಿಶಾಸ್ತ್ರಜ್ಞ, ಪ್ರಾಣಿಗಳ ಕಲ್ಯಾಣ ಕಾರ್ಯಕರ್ತ ಹಾಗೂ ಬರಹಗಾರ ಹೇಳಿದ್ದು: 'ನಾಯಿಗಳು ನಮ್ಮ ಇಡೀ ಜೀವನವಲ್ಲ, ಆದರೆ ಅವು ನಮ್ಮ ಜೀವನವನ್ನು ಸಂಪೂರ್ಣಗೊಳಿಸುತ್ತವೆ'. ಮೇಲಿನ ಹೇಳಿಕೆಗೆ ಶೇ.ನೂರರಷ್ಟು ಒಪ್ಪಿತವಾಗಿರುವ ಮೈಸೂರಿನ ಕು.ಜಯಾರವರು ಎಲ್ಲಾ ಸಮಸ್ಯೆ ಹಾಗೂ ನೋವುಗಳ ನಡುವೆಯೂ ತನ್ನ ಸುಖವನ್ನೂ ಮರೆತು ಇಡೀ ಬದುಕನ್ನೇ ಶ್ವಾನಗಳ ಸೇವೆಗಾಗಿ ಮುಡುಪಾಗಿಟ್ಟಿರುವ ಪ್ರಾಣಿ ಪಾಲಕಿ. ಅವರ ಸಂಪರ್ಕಕ್ಕೆ, ಮೊಬೈಲ್ ಸಂಖ್ಯೆ: 9986007625. [1233, 939, 1456, 1047]
toilet-column-2: ಮಗುವನ್ನು ಮಾತ್ರ ಅಜ್ಜಿ(ಕೃಷ್ಣಮ್ಮ)ಯ ಜೊತೆ ಬಿಟ್ಟು ಹೋಗಿದ್ದರು. ಅಂದಿನಿಂದ ಭಿಕ್ಷೆ ಬೇಡಿ ಮಗುವನ್ನು ಸಾಕುತ್ತಿರುವ ಅಜ್ಜಿಗೀಗ 90 ವರ್ಷ ವಯಸ್ಸಾಗಿದ್ದು, ಸರಿಯಾಗಿ ಕಣ್ಣುಗಳು ಕಾಣುತ್ತಿಲ್ಲ. ಸದ್ಯ ಅಜ್ಜಿಗೆ ಆಸರೆಯಾಗಿರುವ 4 ವರ್ಷದ ಪುಟಾಣಿ ಬಾಲಕನೂ ಭಿಕ್ಷೆ ಬೇಡುತ್ತಿದ್ದಾನೆ. ಈ ಕುರಿತು ವರದಿ ಪ್ರಕಟವಾದ ಬಳಿಕ ಅಧಿಕಾರಿಗಳು ಸ್ಪಂದಿಸಿ ಮನೆ ಹಂಚಿಕೆ ಮಾಡಿದ್ದಾರೆ. ಮಗುವನ್ನು ರಕ್ಷಣೆ ಮಾಡಿ ಆಶ್ರಯ ಕಲ್ಪಿಸಿದ್ದಾರೆ. [1293, 1382, 1523, 1463]
publication-logo: ಮೈಸೂರು ಮಿತ್ರ [187, 289, 376, 335]
divider [111, 1721, 452, 1723]
ias-column-1: ಮೈಸೂರು, ಸೆ.12(ಬಿಎಲ್‌ಯು) ಮೈಸೂರಿನ ಜ್ಞಾನಬುತ್ತಿ ಸಂಸ್ಥೆ ವತಿಯಿಂದ ಸೆಪ್ಟೆಂಬರ್ 16 ರಂದು ಐಎಎಸ್ ಹಾಗೂ ಕೆಎಎಸ್ ಪರೀಕ್ಷಾರ್ಥಿಗಳಿಗೆ ಉಚಿತ ತರಬೇತಿ ಶಿಬಿರ ಹಮ್ಮಿಕೊಳ್ಳಲಾಗಿದೆ. ನಗರದ ಲಕ್ಷ್ಮೀಪುರಂನ ಸರ್ಕಾರಿ ಪ್ರೌಢಶಾಲೆ ಮತ್ತು ಪದವಿಪೂರ್ವ ಕಾಲೇಜು ಆವರಣದಲ್ಲಿ ನಡೆಯುವ ಶಿಬಿರದಲ್ಲಿ ಮೈಸೂರು ಮೂಲದ 2023ನೇ ಬ್ಯಾಚ್‌ನ ಐಪಿಎಸ್ ಅಧಿಕಾರಿ ಕೆ.ಎಲ್. ಸೂರಜ್ ಅವರು ಪರೀಕ್ಷಾ ಸಿದ್ಧತೆ ಬಗ್ಗೆ ವಿಶೇಷ ಉಪನ್ಯಾಸ ನೀಡುವರು. ಇದೇ ವೇಳೆ ಮೈಸೂರು ಮೃಗಾಲಯ ಪ್ರಾಧಿಕಾರದ ಕಾರ್ಯ ನಿರ್ವಾಹಕ ನಿರ್ದೇಶಕಿ ಪಿ.ಅನುಷಾ ಅವರು ಶಿಬಿರಾರ್ಥಿಗಳೊಂದಿಗೆ ಸಂವಾದ ನಡೆಸುವರು. ಈ ಸಂದರ್ಭದಲ್ಲಿ ಅಖಿಲ ಭಾರತ ಸಹಕಾರ ಮಹಾಮಂಡಳದ ನಿರ್ದೇಶಕ ವೈ.ಎನ್. ಶಂಕರೇಗೌಡ ಉಪಸ್ಥಿತರಿರುವರು. [1053, 1848, 1273, 1998]
photo-caption: ಕೆ.ಎಲ್.ಸೂರಜ್ [1284, 1963, 1345, 1977]
editor-credit: ಸಂಪಾದಕ: ಎಂ.ಗೋವಿಂದೇಗೌಡ M.A. [185, 396, 378, 413]
letter-headline: ಮರಣೋತ್ತರವಾಗಿ ಪ್ರಶಸ್ತಿ ನೀಡಿದರೆ ಪ್ರಯೋಜನವೇನು? [100, 1169, 463, 1222]
proverb-block [96, 551, 467, 602]
newspaper-brand: ಮೈಸೂರು ಮಿತ್ರ [727, 89, 865, 121]
dancing-man-icon: 🕺 [365, 153, 399, 183]
anusha-photo [1372, 1847, 1460, 1958]
joke-text: : ಅವನ ಬುಕ್ಕಲ್ಲಿ ಮುಚ್ಚಿಡು. ಮುಂದಿನ ಎಕ್ಸಾಮ್‌ವರೆಗೂ ನೋಡಲ್ಲ ಕಳ್ಳ ನನ್ಮಗ! [182, 265, 451, 279]
mahisha-column-3: ಬರುವ ಪ್ರವಾಸಿಗರಿಗೆ ತೊಂದರೆಯಾಗುತ್ತದೆ. ಮೈಸೂರಿನ ಸೊಬಗನ್ನು ಸವಿಯಲು ಬರುವ ಲಕ್ಷಾಂತರ ಪ್ರವಾಸಿಗರಿಗೆ ನಿರಾಸೆಯಾಗುತ್ತದೆ ಎಂದರು. ಸುದ್ದಿಗೋಷ್ಠಿಯಲ್ಲಿ ಸೋಮಯ್ಯ ಮಲೆಯೂರು, ಶಿವಣ್ಣ ಪಾಟ್ರಾಜು, ವಿಷಕಂಠ ವಿಶ್ವಾರಾಧ್ಯ ಉಪಸ್ಥಿತರಿದ್ದರು. [861, 1382, 1036, 1449]
